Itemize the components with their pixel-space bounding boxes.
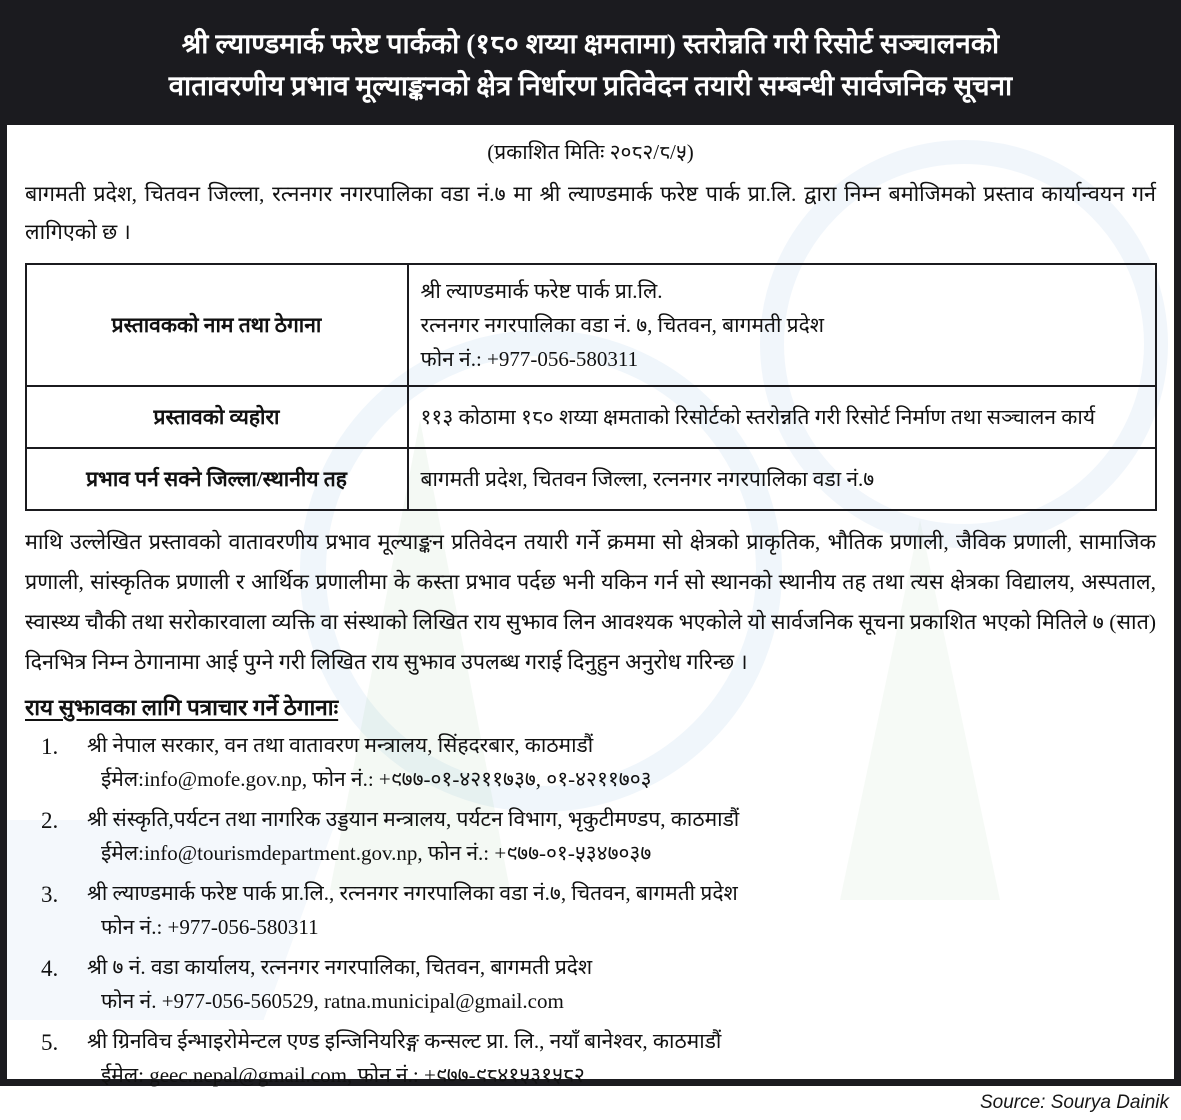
list-item-primary: श्री नेपाल सरकार, वन तथा वातावरण मन्त्रालय, सिंहदरबार, काठमाडौं: [87, 733, 594, 758]
proposer-phone: फोन नं.: +977-056-580311: [420, 347, 639, 372]
notice-header: [7, 7, 1174, 125]
proposal-detail-table: [25, 263, 1157, 511]
list-item-number: 3.: [41, 882, 59, 908]
list-item-contact: फोन नं. +977-056-560529, ratna.municipal@gmail.com: [101, 989, 564, 1014]
list-item: [25, 728, 1156, 796]
list-item-primary: श्री संस्कृति,पर्यटन तथा नागरिक उड्डयान मन्त्रालय, पर्यटन विभाग, भृकुटीमण्डप, काठमाडौं: [87, 807, 740, 832]
list-item-number: 2.: [41, 808, 59, 834]
proposer-name: श्री ल्याण्डमार्क फरेष्ट पार्क प्रा.लि.: [420, 279, 663, 304]
row-label-proposal-detail: प्रस्तावको व्यहोरा: [26, 386, 408, 448]
table-row: [26, 448, 1156, 510]
list-item: [25, 1024, 1156, 1092]
row-label-affected-area: प्रभाव पर्न सक्ने जिल्ला/स्थानीय तह: [26, 448, 408, 510]
list-item-number: 5.: [41, 1030, 59, 1056]
notice-title-line-1: श्री ल्याण्डमार्क फरेष्ट पार्कको (१८० शय्या क्षमतामा) स्तरोन्नति गरी रिसोर्ट सञ्चालनको: [181, 28, 1000, 59]
address-list: [23, 728, 1158, 1092]
row-value-affected-area: [408, 448, 1156, 510]
source-credit: Source: Sourya Dainik: [979, 1092, 1169, 1113]
list-item-primary: श्री ग्रिनविच ईन्भाइरोमेन्टल एण्ड इन्जिनियरिङ्ग कन्सल्ट प्रा. लि., नयाँ बानेश्वर, काठमाडौं: [87, 1029, 722, 1054]
main-paragraph: माथि उल्लेखित प्रस्तावको वातावरणीय प्रभाव मूल्याङ्कन प्रतिवेदन तयारी गर्ने क्रममा सो क्षेत्रको प्राकृतिक, भौतिक प्रणाली, जैविक प्रणाली, सामाजिक प्रणाली, सांस्कृतिक प्रणाली र आर्थिक प्रणालीमा के कस्ता प्रभाव पर्दछ भनी यकिन गर्न सो स्थानको स्थानीय तह तथा त्यस क्षेत्रका विद्यालय, अस्पताल, स्वास्थ्य चौकी तथा सरोकारवाला व्यक्ति वा संस्थाको लिखित राय सुझाव लिन आवश्यक भएकोले यो सार्वजनिक सूचना प्रकाशित भएको मितिले ७ (सात) दिनभित्र निम्न ठेगानामा आई पुग्ने गरी लिखित राय सुझाव उपलब्ध गराई दिनुहुन अनुरोध गरिन्छ ।: [25, 530, 1156, 675]
table-row: [26, 386, 1156, 448]
list-item-number: 4.: [41, 956, 59, 982]
list-item: [25, 802, 1156, 870]
list-item-number: 1.: [41, 734, 59, 760]
list-item-primary: श्री ल्याण्डमार्क फरेष्ट पार्क प्रा.लि., रत्ननगर नगरपालिका वडा नं.७, चितवन, बागमती प्रदेश: [87, 881, 738, 906]
table-row: [26, 264, 1156, 386]
list-item-contact: ईमेल: geec.nepal@gmail.com, फोन नं.: +९७७-९८४१५३१५८२: [101, 1063, 585, 1088]
list-item-contact: ईमेल:info@mofe.gov.np, फोन नं.: +९७७-०१-४२११७३७, ०१-४२११७०३: [101, 767, 652, 792]
intro-paragraph: बागमती प्रदेश, चितवन जिल्ला, रत्ननगर नगरपालिका वडा नं.७ मा श्री ल्याण्डमार्क फरेष्ट पार्क प्रा.लि. द्वारा निम्न बमोजिमको प्रस्ताव कार्यान्वयन गर्न लागिएको छ ।: [25, 181, 1156, 244]
row-value-proposer: [408, 264, 1156, 386]
list-item: [25, 876, 1156, 944]
list-item-primary: श्री ७ नं. वडा कार्यालय, रत्ननगर नगरपालिका, चितवन, बागमती प्रदेश: [87, 955, 593, 980]
list-item-contact: फोन नं.: +977-056-580311: [101, 915, 319, 940]
list-item-contact: ईमेल:info@tourismdepartment.gov.np, फोन नं.: +९७७-०१-५३४७०३७: [101, 841, 652, 866]
row-label-proposer: प्रस्तावकको नाम तथा ठेगाना: [26, 264, 408, 386]
address-section-heading: राय सुझावका लागि पत्राचार गर्ने ठेगानाः: [25, 695, 339, 721]
notice-body: [7, 139, 1174, 1109]
list-item: [25, 950, 1156, 1018]
proposer-address: रत्ननगर नगरपालिका वडा नं. ७, चितवन, बागमती प्रदेश: [420, 313, 825, 338]
notice-title-line-2: वातावरणीय प्रभाव मूल्याङ्कनको क्षेत्र निर्धारण प्रतिवेदन तयारी सम्बन्धी सार्वजनिक सूचना: [168, 69, 1013, 101]
affected-area-text: बागमती प्रदेश, चितवन जिल्ला, रत्ननगर नगरपालिका वडा नं.७: [420, 467, 875, 492]
row-value-proposal-detail: [408, 386, 1156, 448]
proposal-detail-text: ११३ कोठामा १८० शय्या क्षमताको रिसोर्टको स्तरोन्नति गरी रिसोर्ट निर्माण तथा सञ्चालन कार्य: [420, 405, 1095, 430]
published-date: (प्रकाशित मितिः २०८२/८/५): [487, 139, 694, 164]
